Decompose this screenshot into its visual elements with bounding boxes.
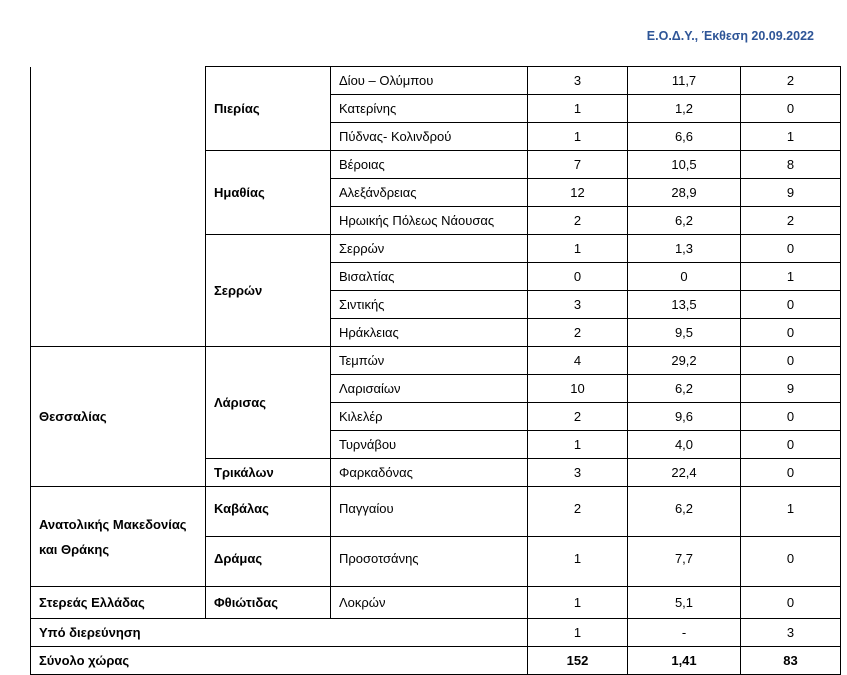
value-cell-v3: 0 — [741, 403, 841, 431]
report-header: Ε.Ο.Δ.Υ., Έκθεση 20.09.2022 — [646, 29, 814, 43]
value-cell-v2: 1,2 — [628, 95, 741, 123]
regional-unit-cell: Δράμας — [206, 537, 331, 587]
value-cell-v2: 11,7 — [628, 67, 741, 95]
regional-unit-cell: Σερρών — [206, 235, 331, 347]
summary-value-v1: 1 — [528, 619, 628, 647]
value-cell-v1: 0 — [528, 263, 628, 291]
value-cell-v1: 4 — [528, 347, 628, 375]
municipality-cell: Λοκρών — [331, 587, 528, 619]
table-row — [31, 67, 841, 95]
value-cell-v3: 1 — [741, 263, 841, 291]
value-cell-v1: 12 — [528, 179, 628, 207]
summary-row — [31, 619, 841, 647]
summary-value-v1: 152 — [528, 647, 628, 675]
value-cell-v1: 2 — [528, 319, 628, 347]
value-cell-v3: 0 — [741, 537, 841, 587]
value-cell-v3: 0 — [741, 431, 841, 459]
summary-row — [31, 647, 841, 675]
value-cell-v3: 1 — [741, 123, 841, 151]
value-cell-v3: 8 — [741, 151, 841, 179]
value-cell-v2: 22,4 — [628, 459, 741, 487]
municipality-cell: Ηράκλειας — [331, 319, 528, 347]
value-cell-v1: 1 — [528, 431, 628, 459]
value-cell-v2: 29,2 — [628, 347, 741, 375]
municipality-cell: Βισαλτίας — [331, 263, 528, 291]
value-cell-v2: 4,0 — [628, 431, 741, 459]
value-cell-v3: 0 — [741, 95, 841, 123]
value-cell-v1: 1 — [528, 235, 628, 263]
regional-unit-cell: Λάρισας — [206, 347, 331, 459]
regional-unit-cell: Ημαθίας — [206, 151, 331, 235]
summary-label: Σύνολο χώρας — [31, 647, 528, 675]
municipality-cases-table — [30, 66, 841, 675]
value-cell-v3: 0 — [741, 459, 841, 487]
value-cell-v1: 2 — [528, 207, 628, 235]
municipality-cell: Αλεξάνδρειας — [331, 179, 528, 207]
value-cell-v3: 0 — [741, 587, 841, 619]
value-cell-v2: 28,9 — [628, 179, 741, 207]
municipality-cell: Κατερίνης — [331, 95, 528, 123]
municipality-cell: Φαρκαδόνας — [331, 459, 528, 487]
value-cell-v2: 5,1 — [628, 587, 741, 619]
value-cell-v1: 2 — [528, 403, 628, 431]
municipality-cell: Τεμπών — [331, 347, 528, 375]
region-cell: Στερεάς Ελλάδας — [31, 587, 206, 619]
value-cell-v1: 3 — [528, 459, 628, 487]
value-cell-v1: 7 — [528, 151, 628, 179]
value-cell-v3: 9 — [741, 375, 841, 403]
value-cell-v3: 2 — [741, 207, 841, 235]
value-cell-v2: 6,2 — [628, 207, 741, 235]
summary-value-v2: 1,41 — [628, 647, 741, 675]
regional-unit-cell: Καβάλας — [206, 487, 331, 537]
summary-label: Υπό διερεύνηση — [31, 619, 528, 647]
value-cell-v1: 3 — [528, 67, 628, 95]
value-cell-v1: 10 — [528, 375, 628, 403]
value-cell-v3: 0 — [741, 291, 841, 319]
summary-value-v2: - — [628, 619, 741, 647]
value-cell-v2: 9,5 — [628, 319, 741, 347]
summary-value-v3: 3 — [741, 619, 841, 647]
municipality-cell: Κιλελέρ — [331, 403, 528, 431]
municipality-cell: Σερρών — [331, 235, 528, 263]
value-cell-v2: 10,5 — [628, 151, 741, 179]
value-cell-v3: 0 — [741, 235, 841, 263]
municipality-cell: Βέροιας — [331, 151, 528, 179]
value-cell-v2: 0 — [628, 263, 741, 291]
value-cell-v2: 6,6 — [628, 123, 741, 151]
value-cell-v3: 0 — [741, 319, 841, 347]
municipality-cell: Τυρνάβου — [331, 431, 528, 459]
region-cell — [31, 67, 206, 347]
regional-unit-cell: Φθιώτιδας — [206, 587, 331, 619]
value-cell-v2: 13,5 — [628, 291, 741, 319]
municipality-cell: Πύδνας- Κολινδρού — [331, 123, 528, 151]
table-row — [31, 587, 841, 619]
value-cell-v2: 1,3 — [628, 235, 741, 263]
value-cell-v1: 2 — [528, 487, 628, 537]
value-cell-v3: 2 — [741, 67, 841, 95]
municipality-cell: Παγγαίου — [331, 487, 528, 537]
table-row — [31, 487, 841, 537]
value-cell-v1: 1 — [528, 123, 628, 151]
value-cell-v2: 7,7 — [628, 537, 741, 587]
summary-value-v3: 83 — [741, 647, 841, 675]
value-cell-v3: 0 — [741, 347, 841, 375]
municipality-cell: Προσοτσάνης — [331, 537, 528, 587]
value-cell-v1: 1 — [528, 587, 628, 619]
municipality-cell: Λαρισαίων — [331, 375, 528, 403]
region-cell: Ανατολικής Μακεδονίας και Θράκης — [31, 487, 206, 587]
municipality-cell: Δίου – Ολύμπου — [331, 67, 528, 95]
value-cell-v3: 9 — [741, 179, 841, 207]
municipality-cell: Σιντικής — [331, 291, 528, 319]
table-row — [31, 347, 841, 375]
value-cell-v2: 6,2 — [628, 375, 741, 403]
municipality-cell: Ηρωικής Πόλεως Νάουσας — [331, 207, 528, 235]
value-cell-v2: 9,6 — [628, 403, 741, 431]
value-cell-v1: 1 — [528, 95, 628, 123]
region-cell: Θεσσαλίας — [31, 347, 206, 487]
value-cell-v3: 1 — [741, 487, 841, 537]
regional-unit-cell: Τρικάλων — [206, 459, 331, 487]
value-cell-v2: 6,2 — [628, 487, 741, 537]
value-cell-v1: 1 — [528, 537, 628, 587]
regional-unit-cell: Πιερίας — [206, 67, 331, 151]
value-cell-v1: 3 — [528, 291, 628, 319]
